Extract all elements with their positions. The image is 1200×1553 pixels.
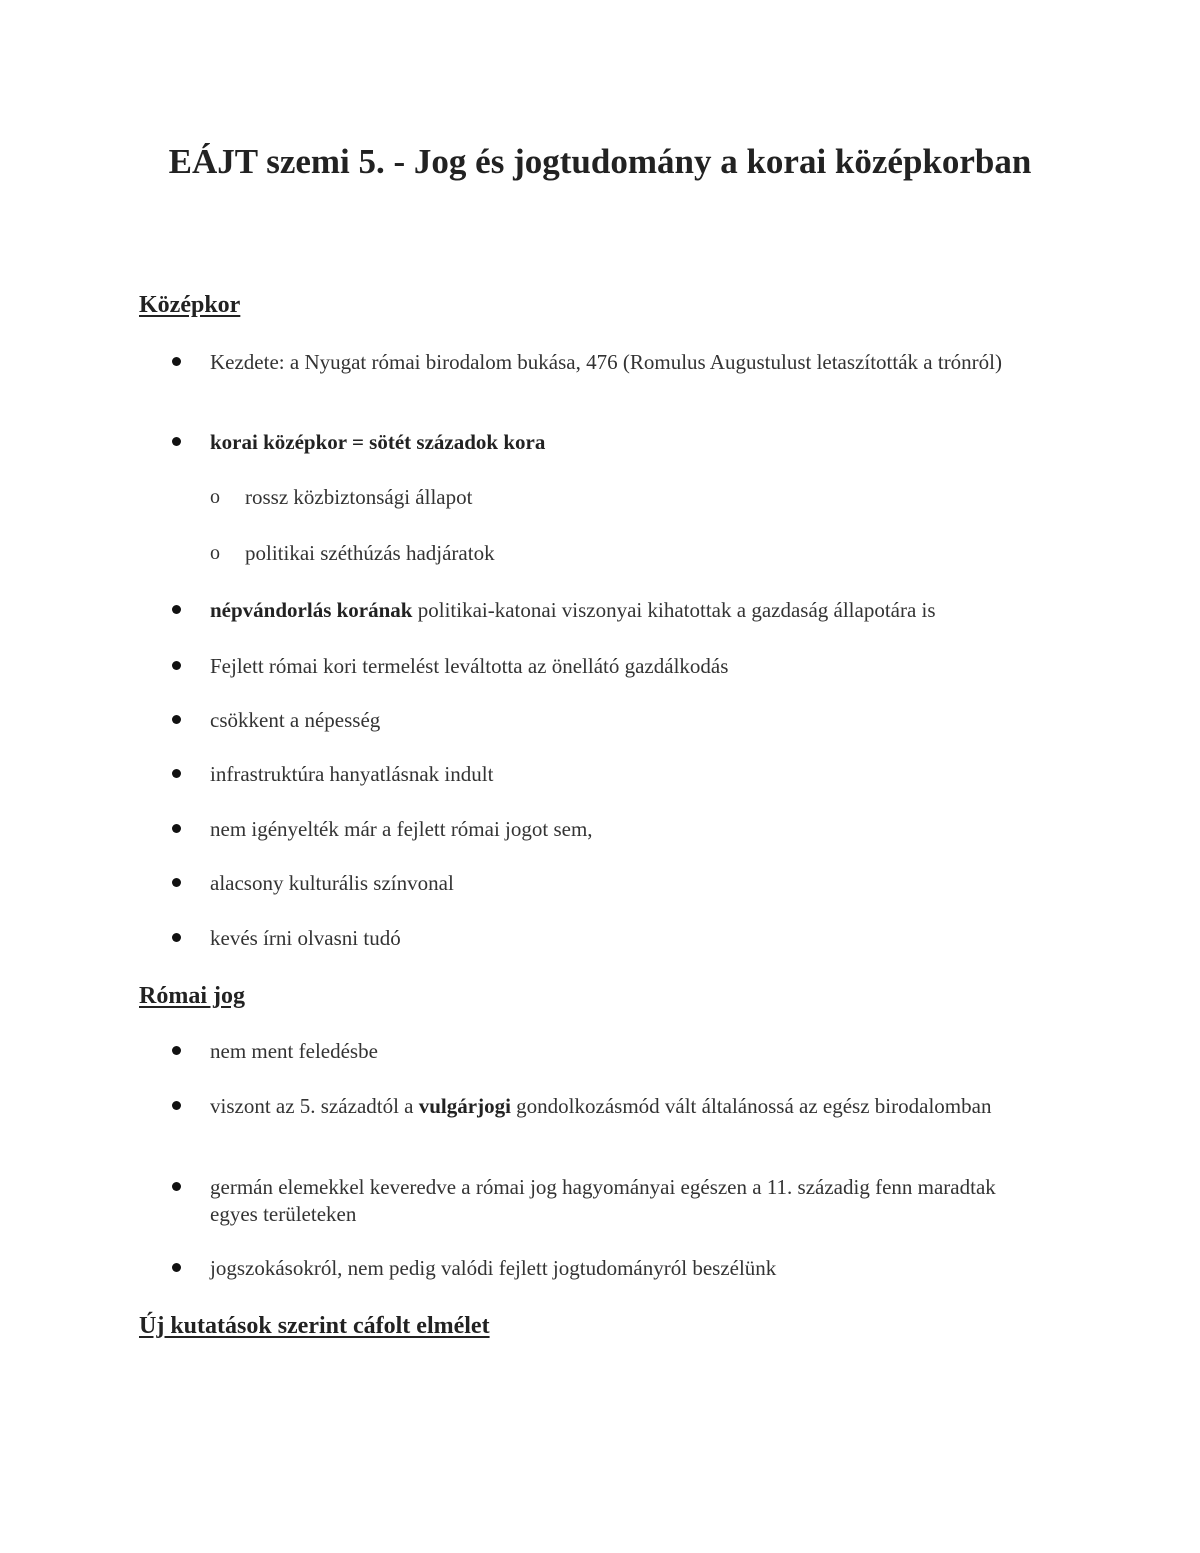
sub-list-item: rossz közbiztonsági állapot <box>245 485 473 509</box>
bullet-icon <box>172 1182 181 1191</box>
section-heading-uj-kutatasok: Új kutatások szerint cáfolt elmélet <box>139 1313 490 1339</box>
item-text: viszont az 5. századtól a <box>210 1094 419 1118</box>
bullet-icon <box>172 1263 181 1272</box>
bullet-icon <box>172 824 181 833</box>
list-item <box>210 429 1040 456</box>
bullet-icon <box>172 357 181 366</box>
list-item: Fejlett római kori termelést leváltotta az önellátó gazdálkodás <box>210 654 729 678</box>
bullet-icon <box>172 437 181 446</box>
bullet-icon <box>172 933 181 942</box>
list-item: germán elemekkel keveredve a római jog hagyományai egészen a 11. századig fenn maradtak egyes területeken <box>210 1175 996 1226</box>
section-heading-kozepkor: Középkor <box>139 292 241 318</box>
bullet-icon <box>172 715 181 724</box>
list-item: kevés írni olvasni tudó <box>210 926 401 950</box>
bullet-icon <box>172 1046 181 1055</box>
list-item: nem ment feledésbe <box>210 1039 378 1063</box>
list-item: Kezdete: a Nyugat római birodalom bukása, 476 (Romulus Augustulust letaszították a trónról) <box>210 350 1003 374</box>
list-item: alacsony kulturális színvonal <box>210 871 454 895</box>
sub-list-item: politikai széthúzás hadjáratok <box>245 541 495 565</box>
list-item: nem igényelték már a fejlett római jogot sem, <box>210 817 593 841</box>
list-item: jogszokásokról, nem pedig valódi fejlett jogtudományról beszélünk <box>210 1256 777 1280</box>
list-item: csökkent a népesség <box>210 708 381 732</box>
list-item: infrastruktúra hanyatlásnak indult <box>210 762 494 786</box>
bullet-icon <box>172 769 181 778</box>
section-heading-romai-jog: Római jog <box>139 983 245 1009</box>
bullet-icon <box>172 605 181 614</box>
bold-text: vulgárjogi <box>418 1094 511 1118</box>
bullet-icon <box>172 661 181 670</box>
item-text: gondolkozásmód vált általánossá az egész birodalomban <box>510 1094 992 1118</box>
list-item <box>210 597 1040 624</box>
bold-text: népvándorlás korának <box>210 598 413 622</box>
item-text: politikai-katonai viszonyai kihatottak a gazdaság állapotára is <box>412 598 936 622</box>
bullet-icon <box>172 878 181 887</box>
bullet-icon <box>172 1101 181 1110</box>
document-title: EÁJT szemi 5. - Jog és jogtudomány a korai középkorban <box>168 142 1032 181</box>
circle-bullet-icon: o <box>210 542 220 564</box>
bold-text: korai középkor = sötét századok kora <box>210 430 546 454</box>
circle-bullet-icon: o <box>210 486 220 508</box>
list-item <box>210 1093 1040 1120</box>
